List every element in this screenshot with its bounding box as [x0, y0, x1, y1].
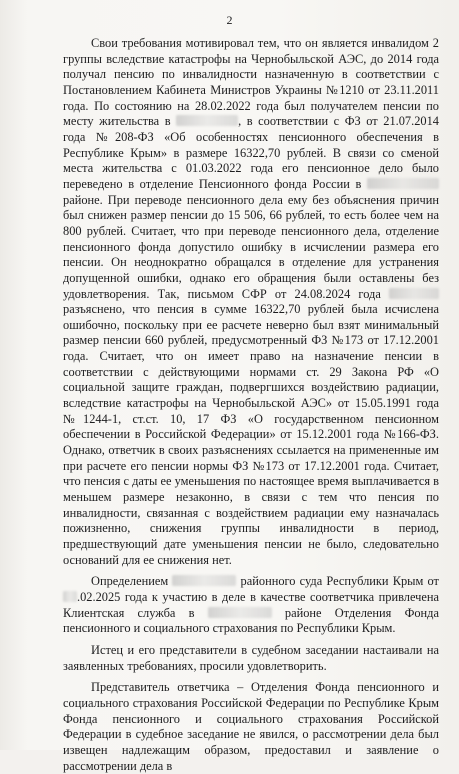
paragraph-1 [63, 36, 439, 568]
page-number: 2 [226, 13, 233, 27]
paragraph-text: Свои требования мотивировал тем, что он является инвалидом 2 группы вследствие катастрофы на Чернобыльской АЭС, до 2014 года получал пенсию по инвалидности назначенную в соответствии с Постановлением Кабинета Министров Украины №1210 от 23.11.2011 года. По состоянию на 28.02.2022 года был получателем пенсии по месту жительства в [63, 36, 439, 129]
paragraph-4 [63, 680, 439, 774]
paragraph-text: районного суда Республики Крым от [236, 574, 439, 589]
redacted-text [208, 607, 272, 618]
redacted-text [63, 591, 77, 602]
document-body [63, 36, 439, 774]
paragraph-text: Определением [91, 574, 173, 589]
paragraph-text: .02.2025 года к участию в деле в качестве соответчика привлечена Клиентская служба в [63, 589, 439, 620]
redacted-text [389, 288, 439, 299]
paragraph-text: Истец и его представители в судебном заседании настаивали на заявленных требованиях, просили удовлетворить. [63, 642, 439, 673]
redacted-text [367, 178, 439, 189]
paragraph-text: Представитель ответчика – Отделения Фонда пенсионного и социального страхования Российской Федерации по Республике Крым Фонда пенсионного и социального страхования Российской Федерации в судебное заседание не явился, о рассмотрении дела был извещен надлежащим образом, предоставил и заявление о рассмотрении дела в [63, 680, 439, 773]
redacted-text [172, 575, 236, 586]
paragraph-2 [63, 574, 439, 637]
redacted-text [176, 115, 238, 126]
paragraph-text: , в соответствии с ФЗ от 21.07.2014 года №208-ФЗ «Об особенностях пенсионного обеспечения в Республике Крым» в размере 16322,70 рублей. В связи со сменой места жительства с 01.03.2022 года его пенсионное дело было переведено в отделение Пенсионного фонда России в [63, 114, 440, 191]
paragraph-3 [63, 643, 439, 674]
paragraph-text: разъяснено, что пенсия в сумме 16322,70 рублей была исчислена ошибочно, поскольку при ее расчете неверно был взят минимальный размер пенсии 660 рублей, предусмотренный ФЗ №173 от 17.12.2001 года. Считает, что он имеет право на назначение пенсии в соответствии с действующими нормами ст. 29 Закона РФ «О социальной защите граждан, подвергшихся воздействию радиации, вследствие катастрофы на Чернобыльской АЭС» от 15.05.1991 года №1244-1, ст.ст. 10, 17 ФЗ «О государственном пенсионном обеспечении в Российской Федерации» от 15.12.2001 года №166-ФЗ. Однако, ответчик в своих разъяснениях ссылается на примененные им при расчете его пенсии нормы ФЗ №173 от 17.12.2001 года. Считает, что пенсия с даты ее уменьшения по настоящее время выплачивается в меньшем размере незаконно, в связи с тем что пенсия по инвалидности, связанная с воздействием радиации ему назначалась пожизненно, снижения группы инвалидности в период, предшествующий дате уменьшения пенсии не было, следовательно оснований для ее снижения нет. [63, 302, 439, 567]
paragraph-text: районе. При переводе пенсионного дела ему без объяснения причин был снижен размер пенсии до 15 506, 66 рублей, то есть более чем на 800 рублей. Считает, что при переводе пенсионного дела, отделение пенсионного фонда допустило ошибку в исчислении размера его пенсии. Он неоднократно обращался в отделение для устранения допущенной ошибки, однако его обращения были оставлены без удовлетворения. Так, письмом СФР от 24.08.2024 года [63, 192, 439, 301]
paragraph-text: районе Отделения Фонда пенсионного и социального страхования по Республики Крым. [63, 605, 439, 636]
